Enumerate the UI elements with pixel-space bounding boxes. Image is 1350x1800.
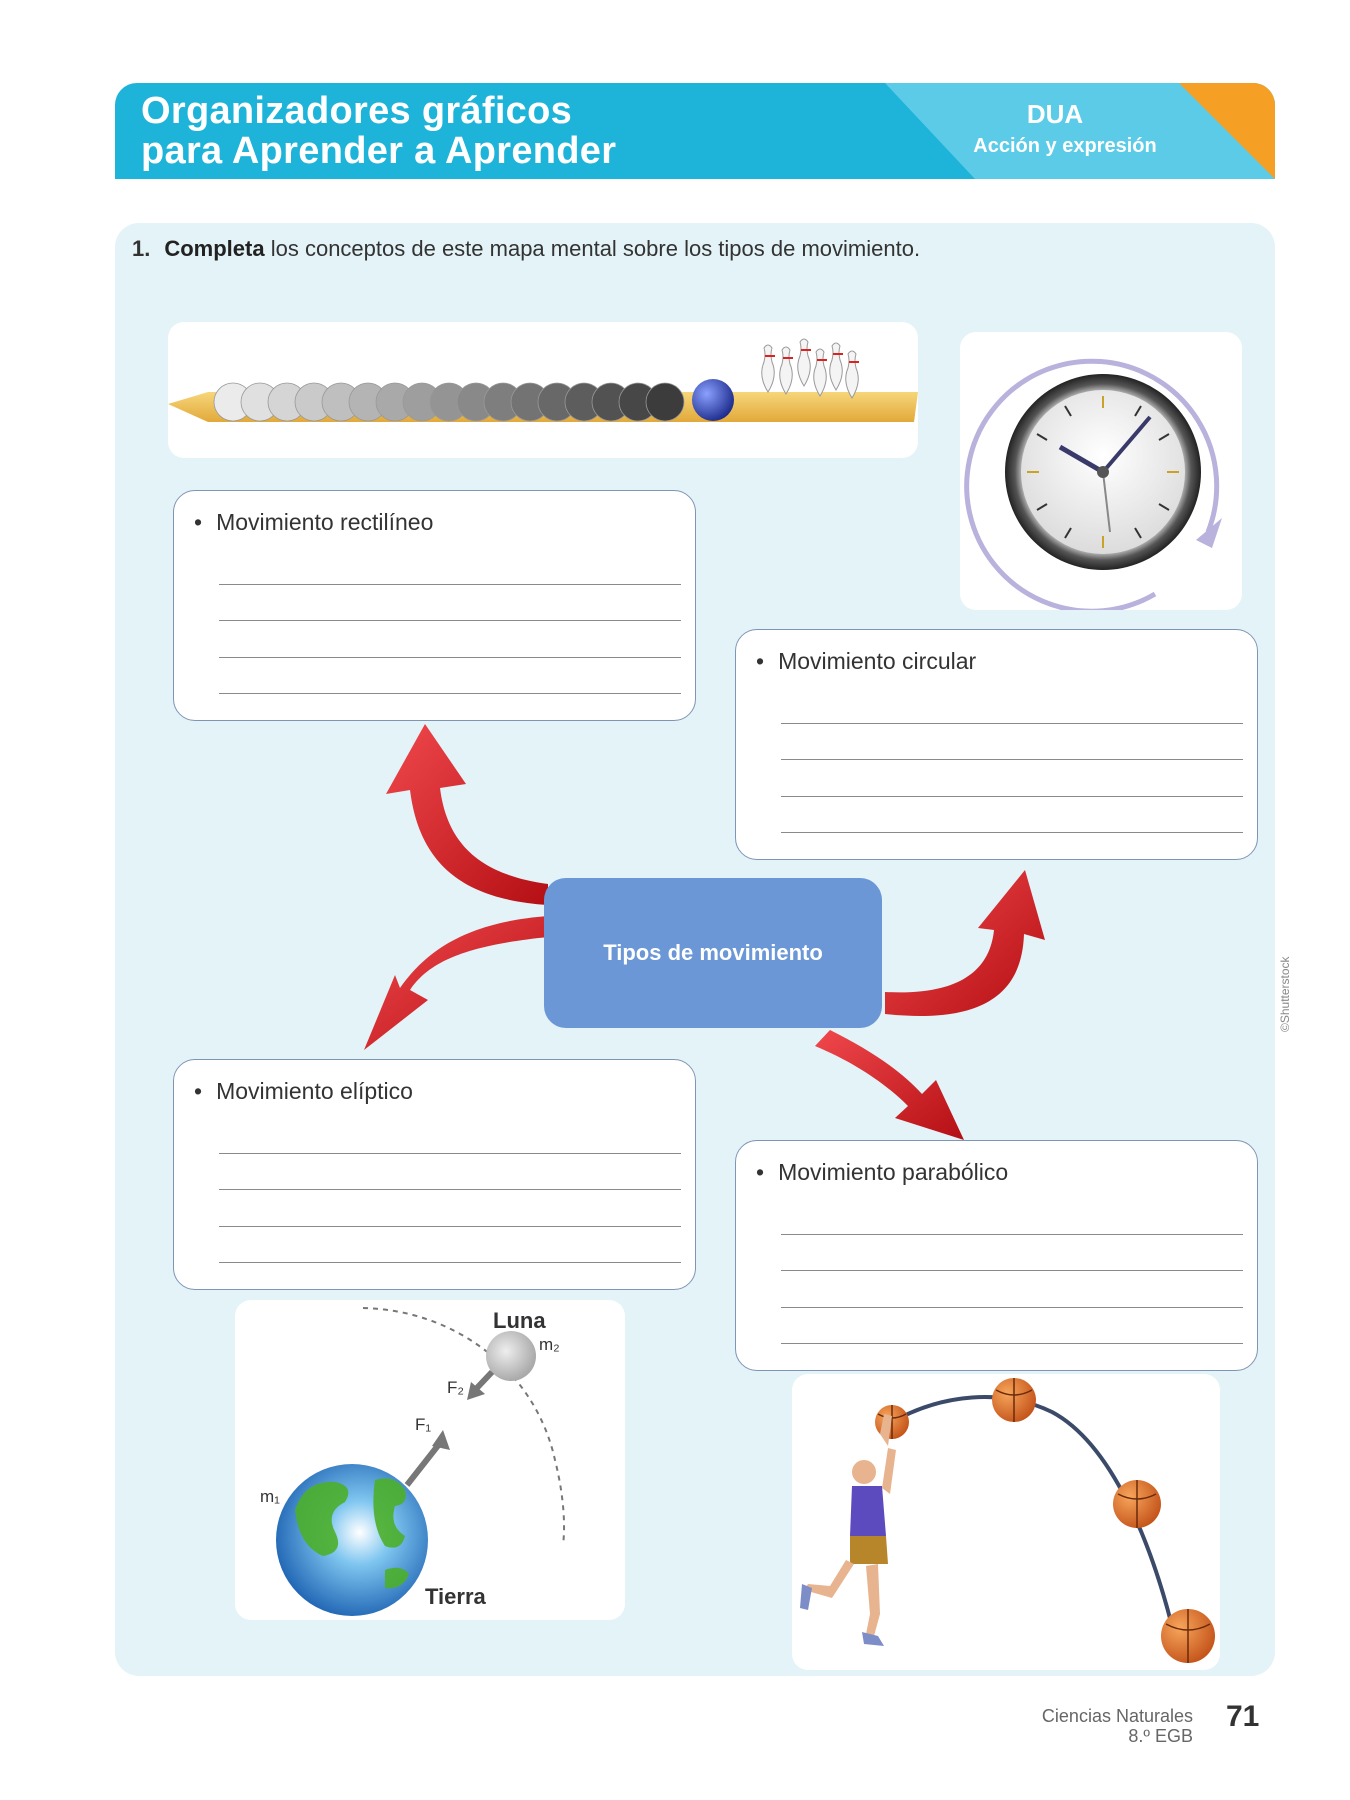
answer-line[interactable] <box>219 1189 681 1190</box>
answer-line[interactable] <box>781 1270 1243 1271</box>
answer-line[interactable] <box>781 832 1243 833</box>
m1-label: m₁ <box>260 1487 280 1506</box>
card-parabolico-label: • Movimiento parabólico <box>756 1159 1008 1186</box>
center-concept: Tipos de movimiento <box>544 878 882 1028</box>
answer-line[interactable] <box>219 1226 681 1227</box>
title-line-1: Organizadores gráficos <box>141 90 573 132</box>
dua-badge-subtitle: Acción y expresión <box>973 135 1157 157</box>
answer-line[interactable] <box>219 1153 681 1154</box>
m2-label: m₂ <box>539 1335 560 1354</box>
card-rectilineo <box>173 490 696 721</box>
instruction-text: los conceptos de este mapa mental sobre los tipos de movimiento. <box>264 236 921 261</box>
earth-moon-image <box>235 1300 625 1620</box>
page-number: 71 <box>1226 1700 1260 1733</box>
earth-icon <box>276 1464 428 1616</box>
card-rectilineo-label: • Movimiento rectilíneo <box>194 509 433 536</box>
answer-line[interactable] <box>781 1234 1243 1235</box>
footer-subject <box>1042 1706 1193 1746</box>
answer-line[interactable] <box>219 620 681 621</box>
dua-badge-title: DUA <box>1026 99 1084 129</box>
f1-label: F₁ <box>415 1415 432 1434</box>
arrow-to-eliptico <box>364 916 548 1050</box>
answer-line[interactable] <box>781 1307 1243 1308</box>
card-circular <box>735 629 1258 860</box>
card-parabolico <box>735 1140 1258 1371</box>
answer-line[interactable] <box>781 1343 1243 1344</box>
answer-line[interactable] <box>219 584 681 585</box>
arrow-to-parabolico <box>815 1030 964 1140</box>
answer-line[interactable] <box>219 1262 681 1263</box>
basketball-player <box>800 1414 896 1646</box>
card-eliptico-label: • Movimiento elíptico <box>194 1078 413 1105</box>
answer-line[interactable] <box>219 657 681 658</box>
instruction-bold: Completa <box>164 236 265 261</box>
answer-line[interactable] <box>781 796 1243 797</box>
image-credit: ©Shutterstock <box>1278 956 1292 1032</box>
footer-grade: 8.º EGB <box>1128 1726 1193 1746</box>
basketball-icons <box>875 1378 1215 1663</box>
f2-label: F₂ <box>447 1378 464 1397</box>
arrow-to-rectilineo <box>386 724 548 905</box>
arrow-to-circular <box>885 870 1045 1016</box>
moon-label: Luna <box>493 1308 546 1333</box>
title-line-2: para Aprender a Aprender <box>141 130 617 172</box>
card-eliptico <box>173 1059 696 1290</box>
answer-line[interactable] <box>219 693 681 694</box>
footer-subject-name: Ciencias Naturales <box>1041 1706 1193 1726</box>
earth-label: Tierra <box>425 1584 486 1609</box>
card-circular-label: • Movimiento circular <box>756 648 976 675</box>
answer-line[interactable] <box>781 759 1243 760</box>
answer-line[interactable] <box>781 723 1243 724</box>
instruction-number: 1. <box>132 236 151 261</box>
basketball-image <box>792 1374 1220 1670</box>
